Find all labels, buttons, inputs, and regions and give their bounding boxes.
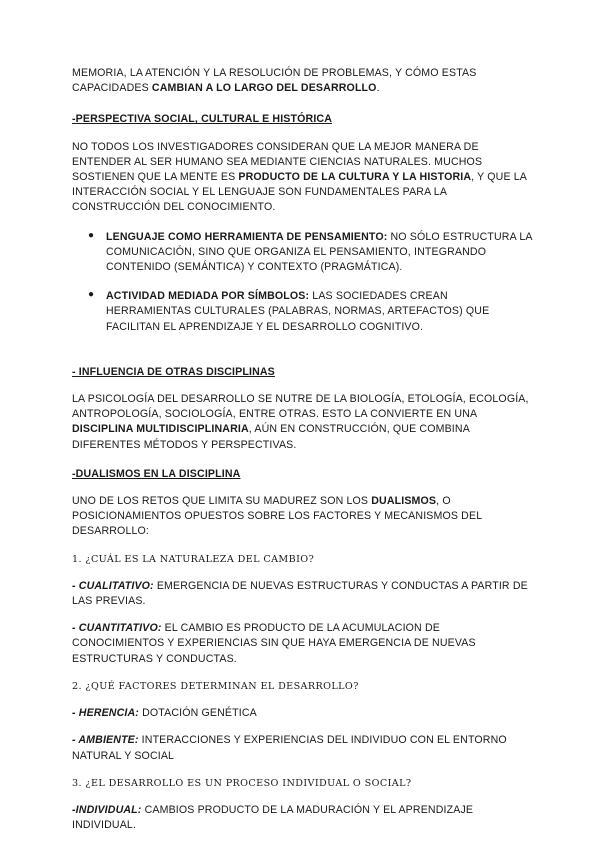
social-text: NO TODOS LOS INVESTIGADORES CONSIDERAN QUE LA MEJOR MANERA DE ENTENDER AL SER HUMANO SEA MEDIANTE CIENCIAS NATURALES. MUCHOS SOSTIENEN QUE LA MENTE ES [72,140,483,184]
bullet-icon: ● [88,289,95,301]
bullet-icon: ● [88,229,95,241]
bullet-label-symbols: ACTIVIDAD MEDIADA POR SÍMBOLOS: [106,290,310,303]
answer-qualitative [72,579,534,609]
label-quantitative: - CUANTITATIVO: [72,622,162,635]
answer-quantitative [72,621,534,667]
influence-paragraph [72,392,534,453]
intro-end: . [376,82,380,95]
social-paragraph [72,140,534,216]
intro-line-2: CAPACIDADES [72,82,152,95]
influence-emphasis: DISCIPLINA MULTIDISCIPLINARIA [72,423,249,436]
text-qualitative: EMERGENCIA DE NUEVAS ESTRUCTURAS Y CONDUCTAS A PARTIR DE LAS PREVIAS. [72,579,528,608]
intro-paragraph [72,66,534,96]
answer-heredity [72,706,534,721]
label-heredity: - HERENCIA: [72,707,139,720]
dualisms-text-end: , O POSICIONAMIENTOS OPUESTOS SOBRE LOS FACTORES Y MECANISMOS DEL DESARROLLO: [72,495,482,538]
label-individual: -INDIVIDUAL: [72,803,142,816]
question-2: 2. ¿QUÉ FACTORES DETERMINAN EL DESARROLLO? [72,680,359,692]
influence-text: LA PSICOLOGÍA DEL DESARROLLO SE NUTRE DE LA BIOLOGÍA, ETOLOGÍA, ECOLOGÍA, ANTROPOLOGÍA, SOCIOLOGÍA, ENTRE OTRAS. ESTO LA CONVIERTE EN UNA [72,393,529,421]
question-3: 3. ¿EL DESARROLLO ES UN PROCESO INDIVIDUAL O SOCIAL? [72,777,412,789]
document-page [72,66,534,833]
bullet-text-symbols: LAS SOCIEDADES CREAN HERRAMIENTAS CULTURALES (PALABRAS, NORMAS, ARTEFACTOS) QUE FACILITAN EL APRENDIZAJE Y EL DESARROLLO COGNITIVO. [106,290,490,333]
answer-individual [72,803,534,833]
question-1: 1. ¿CUÁL ES LA NATURALEZA DEL CAMBIO? [72,553,315,565]
heading-dualisms: -DUALISMOS EN LA DISCIPLINA [72,467,241,480]
bullet-item-symbols [88,289,534,335]
label-environment: - AMBIENTE: [72,734,139,747]
text-quantitative: EL CAMBIO ES PRODUCTO DE LA ACUMULACION DE CONOCIMIENTOS Y EXPERIENCIAS SIN QUE HAYA EMERGENCIA DE NUEVAS ESTRUCTURAS Y CONDUCTAS. [72,622,476,665]
label-qualitative: - CUALITATIVO: [72,579,154,592]
bullet-text-language: NO SÓLO ESTRUCTURA LA COMUNICACIÓN, SINO QUE ORGANIZA EL PENSAMIENTO, INTEGRANDO CONTENIDO (SEMÁNTICA) Y CONTEXTO (PRAGMÁTICA). [106,230,532,274]
influence-text-end: , AÚN EN CONSTRUCCIÓN, QUE COMBINA DIFERENTES MÉTODOS Y PERSPECTIVAS. [72,423,470,451]
answer-environment [72,733,534,763]
bullet-label-language: LENGUAJE COMO HERRAMIENTA DE PENSAMIENTO: [106,230,388,243]
social-bullet-list [72,230,534,335]
intro-line-1: MEMORIA, LA ATENCIÓN Y LA RESOLUCIÓN DE PROBLEMAS, Y CÓMO ESTAS [72,67,477,79]
bullet-item-language [88,229,534,276]
heading-social-perspective: -PERSPECTIVA SOCIAL, CULTURAL E HISTÓRICA [72,113,333,126]
dualisms-emphasis: DUALISMOS [371,495,437,508]
intro-emphasis: CAMBIAN A LO LARGO DEL DESARROLLO [151,82,377,95]
text-heredity: DOTACIÓN GENÉTICA [138,707,257,720]
text-individual: CAMBIOS PRODUCTO DE LA MADURACIÓN Y EL APRENDIZAJE INDIVIDUAL. [72,803,474,832]
dualisms-paragraph [72,494,534,540]
text-environment: INTERACCIONES Y EXPERIENCIAS DEL INDIVIDUO CON EL ENTORNO NATURAL Y SOCIAL [72,734,507,762]
heading-other-disciplines: - INFLUENCIA DE OTRAS DISCIPLINAS [72,365,275,378]
social-emphasis: PRODUCTO DE LA CULTURA Y LA HISTORIA [238,171,472,184]
social-text-end: , Y QUE LA INTERACCIÓN SOCIAL Y EL LENGUAJE SON FUNDAMENTALES PARA LA CONSTRUCCIÓN DEL CONOCIMIENTO. [72,171,527,214]
dualisms-text: UNO DE LOS RETOS QUE LIMITA SU MADUREZ SON LOS [72,495,372,508]
